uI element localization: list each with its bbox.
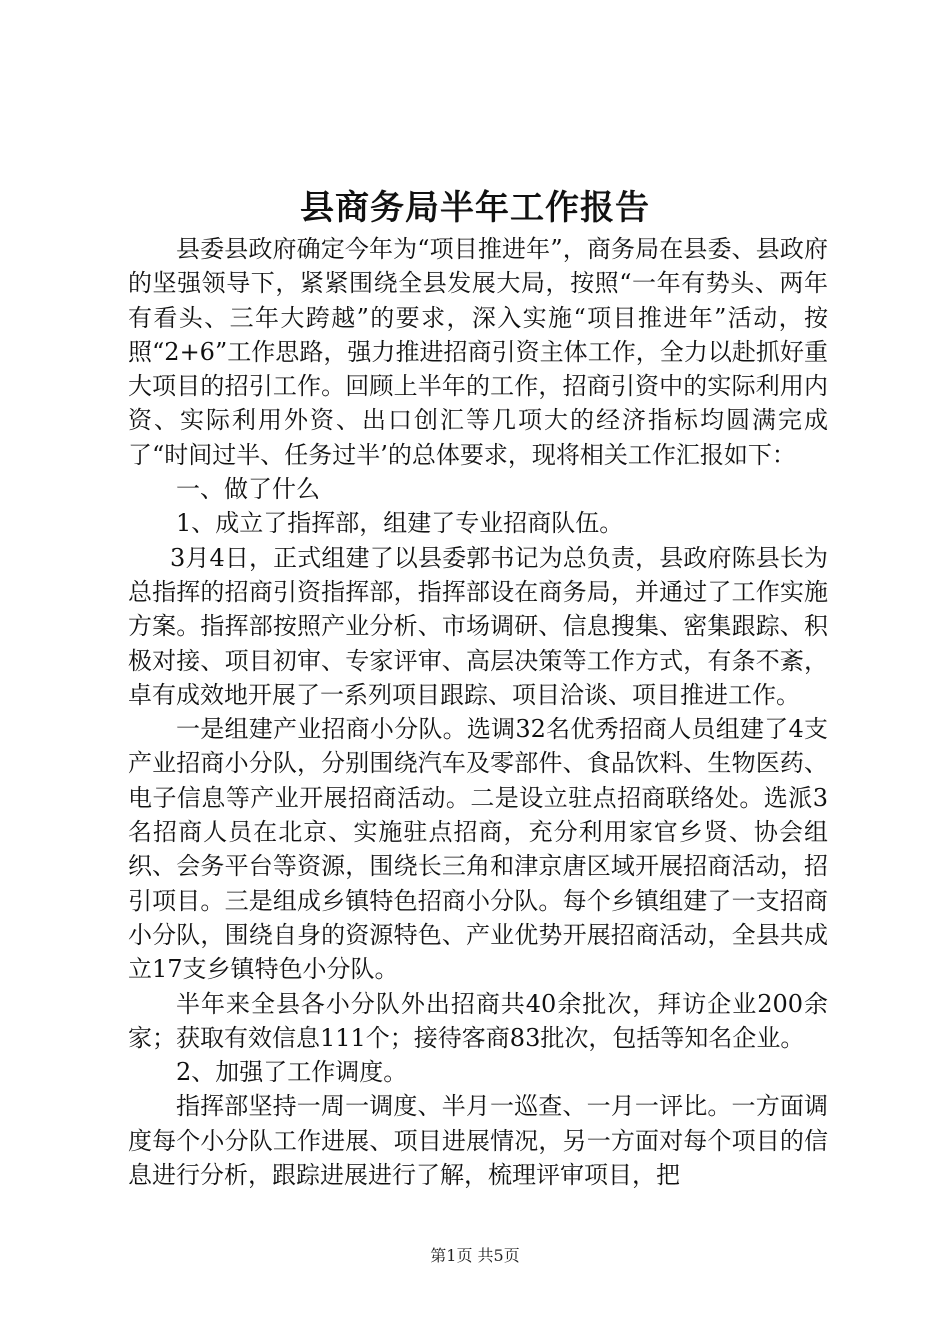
paragraph-statistics: 半年来全县各小分队外出招商共40余批次，拜访企业200余家；获取有效信息111个；接待客商83批次，包括等知名企业。 [128,989,828,1052]
paragraph-scheduling: 指挥部坚持一周一调度、半月一巡查、一月一评比。一方面调度每个小分队工作进展、项目进展情况，另一方面对每个项目的信息进行分析，跟踪进展进行了解，梳理评审项目，把 [128,1092,828,1190]
heading-section-one: 一、做了什么 [176,475,320,504]
page-footer: 第1页 共5页 [430,1246,520,1265]
document-title: 县商务局半年工作报告 [300,188,650,228]
subheading-item-two: 2、加强了工作调度。 [176,1058,408,1087]
document-body [128,232,828,1192]
paragraph-teams: 一是组建产业招商小分队。选调32名优秀招商人员组建了4支产业招商小分队，分别围绕汽车及零部件、食品饮料、生物医药、电子信息等产业开展招商活动。二是设立驻点招商联络处。选派3名招商人员在北京、实施驻点招商，充分利用家官乡贤、协会组织、会务平台等资源，围绕长三角和津京唐区域开展招商活动，招引项目。三是组成乡镇特色招商小分队。每个乡镇组建了一支招商小分队，围绕自身的资源特色、产业优势开展招商活动，全县共成立17支乡镇特色小分队。 [128,715,828,984]
paragraph-command-center: 3月4日，正式组建了以县委郭书记为总负责，县政府陈县长为总指挥的招商引资指挥部，指挥部设在商务局，并通过了工作实施方案。指挥部按照产业分析、市场调研、信息搜集、密集跟踪、积极对接、项目初审、专家评审、高层决策等工作方式，有条不紊，卓有成效地开展了一系列项目跟踪、项目洽谈、项目推进工作。 [128,543,828,709]
subheading-item-one: 1、成立了指挥部，组建了专业招商队伍。 [176,509,624,538]
paragraph-intro: 县委县政府确定今年为“项目推进年”，商务局在县委、县政府的坚强领导下，紧紧围绕全县发展大局，按照“一年有势头、两年有看头、三年大跨越”的要求，深入实施“项目推进年”活动，按照“2+6”工作思路，强力推进招商引资主体工作，全力以赴抓好重大项目的招引工作。回顾上半年的工作，招商引资中的实际利用内资、实际利用外资、出口创汇等几项大的经济指标均圆满完成了“时间过半、任务过半’的总体要求，现将相关工作汇报如下： [128,235,828,469]
